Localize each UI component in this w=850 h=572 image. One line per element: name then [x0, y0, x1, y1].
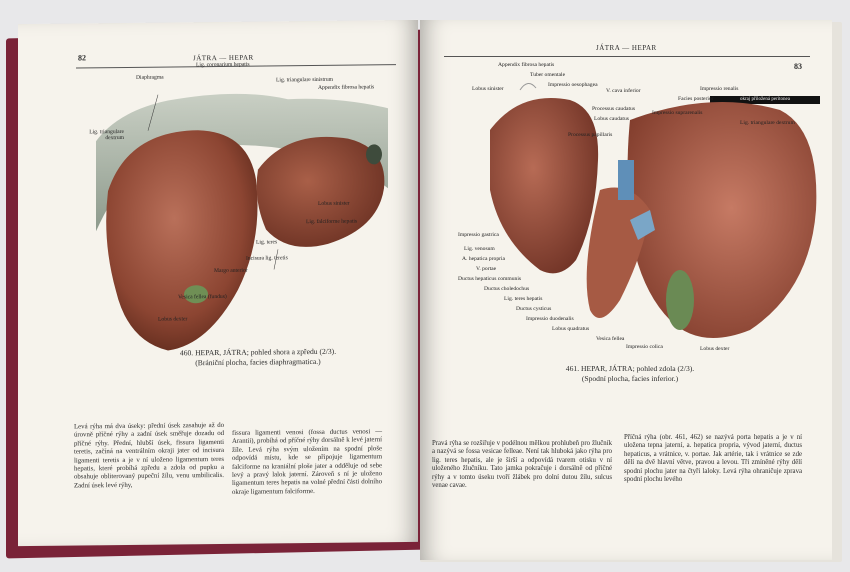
label-vesica-fellea: Vesica fellea (fundus): [178, 293, 227, 301]
label-lig-falciforme: Lig. falciforme hepatis: [306, 218, 358, 226]
label-lig-teres: Lig. teres hepatis: [504, 296, 543, 302]
label-appendix-fibrosa: Appendix fibrosa hepatis: [498, 62, 555, 68]
label-margo-anterior: Margo anterior: [214, 267, 248, 275]
liver-illustration-superior: [88, 68, 408, 361]
label-lig-triangulare-dextrum: Lig. triangulare dextrum: [740, 120, 795, 126]
caption-line-1: 460. HEPAR, JÁTRA; pohled shora a zpředu (2/3).: [179, 346, 337, 358]
legend-banner: okraj přiložená peritonea: [710, 96, 820, 104]
label-vesica-fellea: Vesica fellea: [596, 336, 625, 342]
page-number: 83: [794, 62, 802, 71]
body-text-column-1: Pravá rýha se rozšiřuje v podélnou mělkou prohlubeň pro žlučník a nazývá se fossa vesicae felleae. Není tak hluboká jako rýha pro lig. teres hepatis, ale je širší a odpovídá tvarem otisku v ní uloženého žlučníku. Tato jamka pokračuje i dorsálně od příčné rýhy a v tomto úseku tvoří žlábek pro dolní dutou žílu, sulcus venae cavae.: [432, 440, 612, 490]
label-lig-triangulare-sinistrum: Lig. triangulare sinistrum: [276, 76, 334, 84]
label-ductus-choledochus: Ductus choledochus: [484, 286, 530, 292]
label-impressio-renalis: Impressio renalis: [700, 86, 739, 92]
header-rule: [444, 56, 810, 57]
label-impressio-oesophagea: Impressio oesophagea: [548, 82, 598, 88]
label-facies-posterior: Facies posterior: [678, 96, 714, 102]
label-lobus-quadratus: Lobus quadratus: [552, 326, 590, 332]
label-lobus-dexter: Lobus dexter: [700, 346, 730, 352]
label-diaphragma: Diaphragma: [136, 74, 164, 81]
label-ductus-hepaticus: Ductus hepaticus communis: [458, 276, 522, 282]
label-v-cava-inf: V. cava inferior: [606, 88, 641, 94]
figure-caption: [148, 346, 368, 368]
label-impressio-suprarenalis: Impressio suprarenalis: [652, 110, 703, 116]
body-text-column-2: fissura ligamenti venosi (fossa ductus venosi — Arantii), probíhá od příčné rýhy dorsálně k levé jaterní žíle. Levá rýha svým uložením na spodní ploše odpovídá místu, kde se připojuje ligamentum falciforme na kraniální ploše jater a odděluje od sebe levý a pravý lalok jaterní. Zároveň s ní je uloženo ligamentum teres hepatis na volné přední části dolního okraje ligamentum falciforme.: [232, 428, 382, 496]
label-lobus-dexter: Lobus dexter: [158, 316, 188, 323]
label-processus-caudatus: Processus caudatus: [592, 106, 636, 112]
label-tuber-omentale: Tuber omentale: [530, 72, 566, 78]
label-lobus-sinister: Lobus sinister: [318, 200, 350, 207]
caption-line-2: (Spodní plocha, facies inferior.): [581, 374, 679, 383]
running-head: JÁTRA — HEPAR: [193, 53, 254, 63]
label-lig-triangulare-dextrum: Lig. triangulare dextrum: [89, 128, 124, 142]
caption-line-1: 461. HEPAR, JÁTRA; pohled zdola (2/3).: [565, 364, 695, 373]
label-lig-venosum: Lig. venosum: [464, 246, 495, 252]
running-head: JÁTRA — HEPAR: [596, 44, 657, 52]
label-processus-papillaris: Processus papillaris: [568, 132, 613, 138]
label-impressio-duodenalis: Impressio duodenalis: [526, 316, 574, 322]
left-page: [18, 20, 418, 546]
label-v-portae: V. portae: [476, 266, 497, 272]
body-text-column-1: Levá rýha má dva úseky: přední úsek zasahuje až do úrovně příčné rýhy a zadní úsek směřuje dozadu od příčné rýhy. Přední, hlubší úsek, fissura ligamenti teretis, začíná na ventrálním okraji jater od incisura ligamenti teretis a je v ní uloženo ligamentum teres hepatis, které probíhá zpředu a zdola od pupku a obsahuje obliterovaný pupeční žílu, venu umbilicalis. Zadní úsek levé rýhy,: [74, 421, 224, 490]
right-page: [420, 20, 832, 560]
figure-caption: [530, 364, 730, 384]
label-ductus-cysticus: Ductus cysticus: [516, 306, 552, 312]
label-lig-coronarium: Lig. coronarium hepatis: [196, 61, 250, 69]
page-number: 82: [78, 53, 86, 63]
body-text-column-2: Příčná rýha (obr. 461, 462) se nazývá porta hepatis a je v ní uložena tepna jaterní, a. hepatica propria, vývod jaterní, ductus hepaticus, a vrátnice, v. portae. Jak artérie, tak i vrátnice se zde dělí na dvě hlavní větve, pravou a levou. Tři zmíněné rýhy dělí spodní plochu jater na čtyři laloky. Levá rýha ohraničuje zprava spodní plochu levého: [624, 434, 802, 484]
caption-line-2: (Brániční plocha, facies diaphragmatica.): [195, 356, 321, 368]
label-lobus-sinister: Lobus sinister: [472, 86, 504, 92]
label-impressio-colica: Impressio colica: [626, 344, 663, 350]
label-lobus-caudatus: Lobus caudatus: [594, 116, 629, 122]
label-lig-teres: Lig. teres: [256, 239, 278, 246]
label-incisura: Incisura lig. teretis: [246, 255, 288, 262]
label-impressio-gastrica: Impressio gastrica: [458, 232, 499, 238]
label-a-hepatica-propria: A. hepatica propria: [462, 256, 506, 262]
label-appendix-fibrosa: Appendix fibrosa hepatis: [318, 84, 375, 91]
